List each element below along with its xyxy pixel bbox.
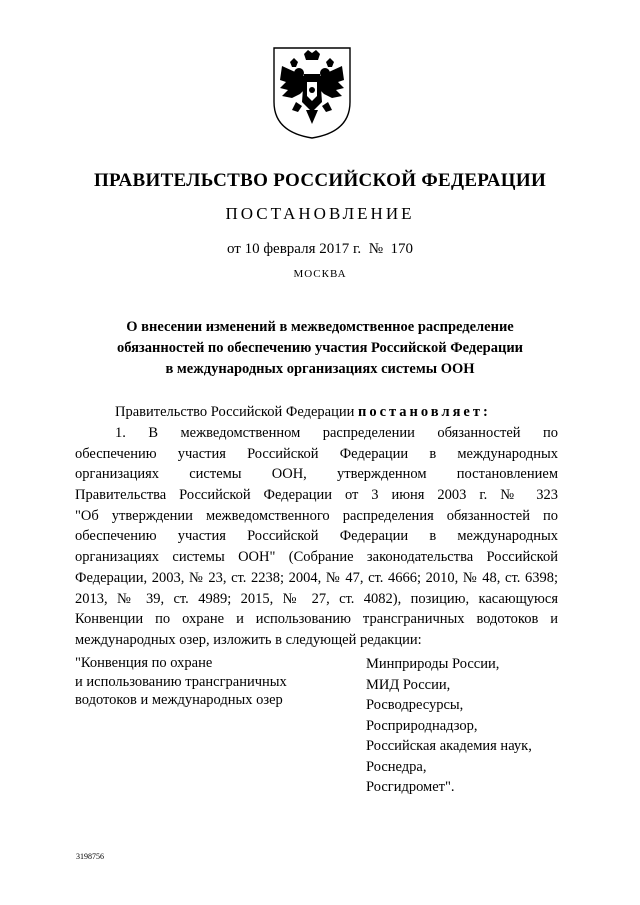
agency-item: Минприроды России, [366, 656, 500, 672]
subject-line: О внесении изменений в межведомственное распределение [126, 319, 514, 335]
convention-line: и использованию трансграничных [75, 673, 287, 690]
intro-text: Правительство Российской Федерации [115, 404, 355, 420]
paragraph-line: обеспечению участия Российской Федерации в международных [75, 445, 558, 462]
subject-line: в международных организациях системы ООН [165, 361, 475, 377]
paragraph-line: 1. В межведомственном распределении обязанностей по [115, 425, 558, 441]
document-subject [100, 317, 540, 380]
number-sign: № [368, 241, 383, 257]
paragraph-line: международных озер, изложить в следующей редакции: [75, 631, 422, 648]
paragraph-line: организациях системы ООН, утвержденном постановлением [75, 466, 558, 483]
convention-line: "Конвенция по охране [75, 655, 213, 671]
subject-line: обязанностей по обеспечению участия Российской Федерации [116, 340, 524, 356]
paragraph-line: Конвенции по охране и использованию трансграничных водотоков и [75, 611, 558, 628]
paragraph-1 [75, 423, 558, 651]
agency-item: Росприроднадзор, [366, 717, 478, 734]
paragraph-line: Федерации, 2003, № 23, ст. 2238; 2004, № 47, ст. 4666; 2010, № 48, ст. 6398; [75, 569, 558, 586]
intro-sentence [115, 404, 491, 421]
agency-item: Росводресурсы, [366, 697, 464, 713]
convention-line: водотоков и международных озер [75, 692, 283, 708]
date-number-line [0, 241, 640, 258]
paragraph-line: "Об утверждении межведомственного распределения обязанностей по [75, 507, 558, 524]
paragraph-line: организациях системы ООН" (Собрание законодательства Российской [75, 549, 558, 566]
agency-item: Российская академия наук, [366, 738, 532, 754]
document-code: 3198756 [76, 852, 104, 861]
convention-name-cell [75, 654, 335, 710]
paragraph-line: Правительства Российской Федерации от 3 июня 2003 г. № 323 [75, 487, 558, 504]
agency-item: Роснедра, [366, 758, 427, 775]
document-date: от 10 февраля 2017 г. [226, 241, 362, 257]
russian-coat-of-arms-icon [268, 40, 356, 140]
agency-item: МИД России, [366, 676, 451, 693]
document-number: 170 [390, 241, 413, 257]
government-title: ПРАВИТЕЛЬСТВО РОССИЙСКОЙ ФЕДЕРАЦИИ [93, 170, 547, 191]
paragraph-line: 2013, № 39, ст. 4989; 2015, № 27, ст. 4082), позицию, касающуюся [75, 590, 558, 607]
city: МОСКВА [293, 268, 347, 280]
document-type: ПОСТАНОВЛЕНИЕ [225, 204, 415, 223]
resolves-word: постановляет: [357, 404, 491, 420]
paragraph-line: обеспечению участия Российской Федерации в международных [75, 528, 558, 545]
agencies-list-cell [366, 654, 586, 798]
agency-item: Росгидромет". [366, 779, 455, 795]
